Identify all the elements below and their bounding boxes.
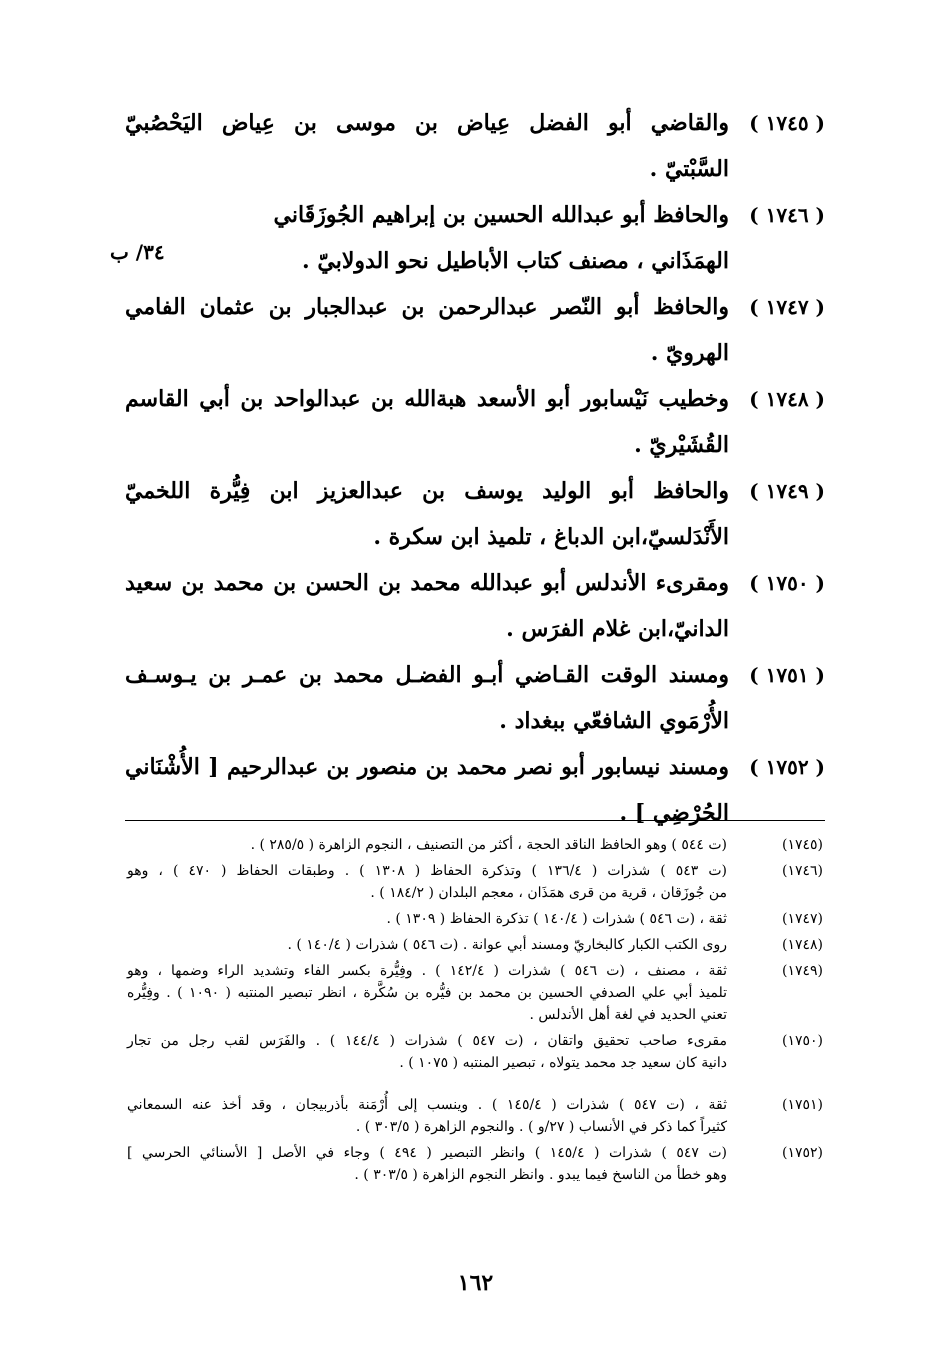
footnote-number: (١٧٤٥) <box>781 837 823 853</box>
footnote <box>127 934 823 956</box>
entry-text <box>125 560 729 652</box>
entry-number: ( ١٧٥٠ ) <box>749 571 825 595</box>
entry-line: ومسند الوقت القـاضي أبـو الفضـل محمد بن عمـر بن يـوسـف <box>125 662 729 688</box>
footnote <box>127 1094 823 1138</box>
footnote-line: ثقة ، مصنف ، (ت ٥٤٦ ) شذرات ( ١٤٢/٤ ) . وفِيُّرة بكسر الفاء وتشديد الراء وضمها ، وهو <box>127 963 728 979</box>
footnote-line: دانية كان سعيد جد محمد يتولاه ، تبصير المنتبه ( ١٠٧٥ ) . <box>399 1055 727 1071</box>
footnote <box>127 908 823 930</box>
entry-number: ( ١٧٤٩ ) <box>749 479 825 503</box>
footnote-line: مقرىء صاحب تحقيق واتقان ، (ت ٥٤٧ ) شذرات ( ١٤٤/٤ ) . والفَرَس لقب رجل من تجار <box>127 1033 728 1049</box>
footnote <box>127 1030 823 1074</box>
entry <box>125 744 825 836</box>
footnote <box>127 860 823 904</box>
entry <box>125 652 825 744</box>
entry-line: وخطيب نَيْسابور أبو الأسعد هبةالله بن عبدالواحد بن أبي القاسم <box>125 386 729 412</box>
footnote-divider <box>125 820 825 821</box>
folio-margin-note: ٣٤/ ب <box>110 240 165 264</box>
footnote-text <box>127 908 727 930</box>
entry-line: الهرويّ . <box>650 340 729 366</box>
entry-line: الحُرْضِي ] . <box>619 800 729 826</box>
entry <box>125 284 825 376</box>
footnote-number: (١٧٥١) <box>781 1097 823 1113</box>
entry-number: ( ١٧٤٧ ) <box>749 295 825 319</box>
footnotes <box>127 834 823 1190</box>
footnote-number: (١٧٥٢) <box>781 1145 823 1161</box>
entry <box>125 560 825 652</box>
entry-line: الأَنْدَلسيّ،ابن الدباغ ، تلميذ ابن سكرة . <box>373 524 729 550</box>
entry <box>125 376 825 468</box>
entry-line: القُشَيْريّ . <box>634 432 729 458</box>
entry-line: والحافظ أبو النّصر عبدالرحمن بن عبدالجبار بن عثمان الفامي <box>125 294 729 320</box>
entry-text <box>125 284 729 376</box>
footnote-text <box>127 1094 727 1138</box>
footnote-line: ثقة ، (ت ٥٤٦ ) شذرات ( ١٤٠/٤ ) تذكرة الحفاظ ( ١٣٠٩ ) . <box>386 911 727 927</box>
footnote-line: تلميذ أبي علي الصدفي الحسين بن محمد بن فيُّره بن سُكَّرة ، انظر تبصير المنتبه ( ١٠٩٠ ) . وفِيُّره <box>127 985 727 1001</box>
entry-text <box>125 468 729 560</box>
main-entries <box>125 100 825 836</box>
footnote-line: تعني الحديد في لغة أهل الأندلس . <box>529 1007 727 1023</box>
entry <box>125 468 825 560</box>
entry-number: ( ١٧٤٥ ) <box>749 111 825 135</box>
footnote-text <box>127 1030 727 1074</box>
page-number: ١٦٢ <box>457 1270 494 1296</box>
entry-line: ومقرىء الأندلس أبو عبدالله محمد بن الحسن بن محمد بن سعيد <box>125 570 729 596</box>
footnote-line: كثيراً كما ذكر في الأنساب ( ٢٧/و ) . والنجوم الزاهرة ( ٣٠٣/٥ ) . <box>355 1119 727 1135</box>
footnote-number: (١٧٤٩) <box>781 963 823 979</box>
entry-number: ( ١٧٥١ ) <box>749 663 825 687</box>
entry-line: والحافظ أبو عبدالله الحسين بن إبراهيم الجُوزَقَاني <box>273 202 729 228</box>
entry-text <box>125 376 729 468</box>
entry-line: الدانيّ،ابن غلام الفرَس . <box>506 616 729 642</box>
footnote-text <box>127 860 727 904</box>
entry <box>125 192 825 284</box>
footnote-text <box>127 960 727 1026</box>
entry-text <box>125 652 729 744</box>
footnote-text <box>127 834 727 856</box>
entry-text <box>125 192 729 284</box>
footnote-number: (١٧٤٦) <box>781 863 823 879</box>
footnote-text <box>127 1142 727 1186</box>
entry-line: والقاضي أبو الفضل عِياض بن موسى بن عِياض اليَحْصُبيّ <box>125 110 729 136</box>
footnote <box>127 834 823 856</box>
footnote-line: من جُوزَقان ، قرية من قرى همَذَان ، معجم البلدان ( ١٨٤/٢ ) . <box>370 885 727 901</box>
footnote-number: (١٧٥٠) <box>781 1033 823 1049</box>
entry-number: ( ١٧٤٨ ) <box>749 387 825 411</box>
footnote-number: (١٧٤٧) <box>781 911 823 927</box>
entry-line: الأُرْمَوي الشافعّي ببغداد . <box>499 708 729 734</box>
entry-line: السَّبْتيّ . <box>649 156 729 182</box>
footnote <box>127 1142 823 1186</box>
footnote-line: روى الكتب الكبار كالبخاريّ ومسند أبي عوانة . (ت ٥٤٦ ) شذرات ( ١٤٠/٤ ) . <box>287 937 727 953</box>
entry-line: والحافظ أبو الوليد يوسف بن عبدالعزيز ابن فِيُّرة اللخميّ <box>125 478 729 504</box>
footnote-line: (ت ٥٤٣ ) شذرات ( ١٣٦/٤ ) وتذكرة الحفاظ ( ١٣٠٨ ) . وطبقات الحفاظ ( ٤٧٠ ) ، وهو <box>127 863 727 879</box>
entry-line: الهمَذَاني ، مصنف كتاب الأباطيل نحو الدولابيّ . <box>302 248 729 274</box>
footnote <box>127 960 823 1026</box>
entry-text <box>125 744 729 836</box>
entry <box>125 100 825 192</box>
entry-text <box>125 100 729 192</box>
footnote-line: (ت ٥٤٧ ) شذرات ( ١٤٥/٤ ) وانظر التبصير ( ٤٩٤ ) وجاء في الأصل [ الأسنائي الحرسي ] <box>127 1145 728 1161</box>
entry-line: ومسند نيسابور أبو نصر محمد بن منصور بن عبدالرحيم [ الأُشْنَاني <box>125 754 729 780</box>
footnote-text <box>127 934 727 956</box>
footnote-line: ثقة ، (ت ٥٤٧ ) شذرات ( ١٤٥/٤ ) . وينسب إلى أُرْمَنة بأذربيجان ، وقد أخذ عنه السمعاني <box>127 1097 727 1113</box>
footnote-number: (١٧٤٨) <box>781 937 823 953</box>
footnote-line: وهو خطأ من الناسخ فيما يبدو . وانظر النجوم الزاهرة ( ٣٠٣/٥ ) . <box>354 1167 727 1183</box>
footnote-line: (ت ٥٤٤ ) وهو الحافظ الناقد الحجة ، أكثر من التصنيف ، النجوم الزاهرة ( ٢٨٥/٥ ) . <box>250 837 727 853</box>
entry-number: ( ١٧٥٢ ) <box>749 755 825 779</box>
entry-number: ( ١٧٤٦ ) <box>749 203 825 227</box>
